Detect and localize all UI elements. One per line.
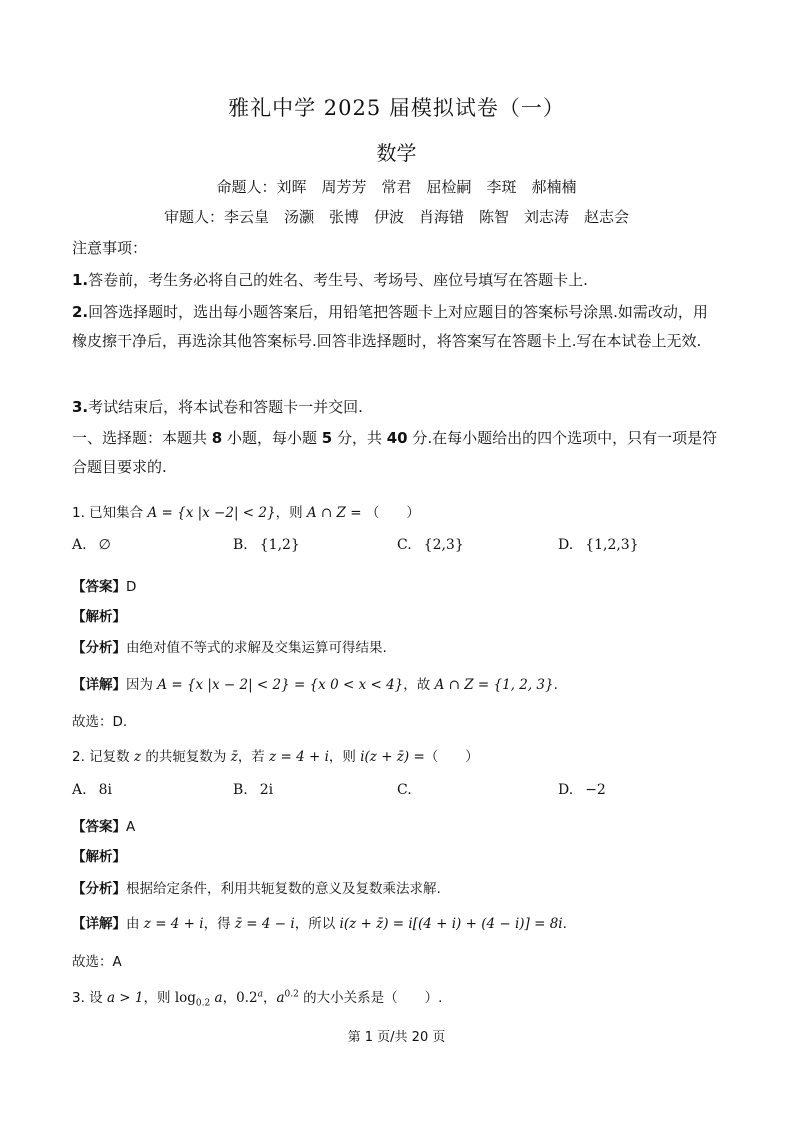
q1-option-d [558,537,639,553]
q2-option-c [397,782,424,798]
log-arg: a [210,990,223,1006]
q1-option-b [233,537,300,553]
question-2-stem [72,745,722,765]
fenxi-tag: 【分析】 [72,881,126,897]
option-label: A. [72,537,87,553]
power-base: 0.2 [236,990,258,1006]
stem-text: ，则 [275,505,307,521]
notice-item-number: 3. [72,398,89,416]
power-base: a [276,990,285,1006]
stem-text: ，则 [328,749,361,765]
q1-option-c [397,537,464,553]
notice-item-1 [72,266,722,295]
stem-text: ，则 [143,990,175,1006]
set-definition: A = {x |x −2| < 2} [147,505,276,521]
xiangjie-text: 因为 [126,677,158,693]
stem-text: 记复数 [89,749,134,765]
var-z: z [133,749,142,765]
option-label: A. [72,782,87,798]
option-label: B. [233,782,248,798]
option-label: D. [558,537,574,553]
q2-choose: 故选：A [72,954,122,970]
q2-xiangjie [72,912,722,932]
notice-item-3 [72,393,722,422]
option-value: {1,2} [259,537,300,553]
separator: ， [222,990,237,1006]
answer-value: A [126,819,136,835]
q1-option-a [72,537,111,553]
q2-fenxi [72,877,722,897]
stem-text: ，若 [237,749,270,765]
section-mid-1: 小题，每小题 [222,429,322,447]
notice-item-number: 2. [72,303,89,321]
stem-text: （ ） [424,749,479,765]
notice-heading: 注意事项： [72,239,148,257]
xiangjie-text: ，得 [203,916,235,932]
option-label: D. [558,782,574,798]
answer-tag: 【答案】 [72,579,126,595]
fenxi-tag: 【分析】 [72,640,126,656]
condition-expr: z = 4 + i [269,749,329,765]
solution-math: z̄ = 4 − i [234,916,295,932]
xiangjie-tag: 【详解】 [72,677,126,693]
each-score: 5 [321,429,333,447]
stem-text: = （ ） [345,505,420,521]
q2-analysis-tag [72,845,722,865]
question-number: 3. [72,990,90,1006]
stem-text: 的大小关系是（ ）. [298,990,443,1006]
question-count: 8 [211,429,223,447]
condition-expr: a > 1 [106,990,144,1006]
answer-value: D [126,579,137,595]
notice-item-2 [72,298,722,356]
option-label: C. [397,782,412,798]
q2-option-b [233,782,273,798]
notice-item-text: 回答选择题时，选出每小题答案后，用铅笔把答题卡上对应题目的答案标号涂黑.如需改动，用橡皮擦干净后，再选涂其他答案标号.回答非选择题时，将答案写在答题卡上.写在本试卷上无效. [72,303,708,350]
xiangjie-text: . [553,677,558,693]
xiangjie-tag: 【详解】 [72,916,126,932]
var-zbar: z̄ [230,749,238,765]
xiangjie-text: . [562,916,567,932]
power-exponent: a [257,989,263,1000]
notice-item-number: 1. [72,271,89,289]
stem-text: 的共轭复数为 [141,749,231,765]
question-1-stem [72,501,722,521]
section-1-instructions [72,424,722,482]
q2-option-d [558,782,606,798]
setters-line: 命题人：刘晖 周芳芳 常君 屈检嗣 李斑 郝楠楠 [216,178,577,196]
option-value: ∅ [98,537,111,553]
xiangjie-text: ，所以 [294,916,340,932]
section-mid-2: 分，共 [332,429,387,447]
option-label: B. [233,537,248,553]
stem-text: 设 [89,990,107,1006]
section-suffix: 分.在每小题给出的四个选项中，只有一项是符合题目要求的. [72,429,718,476]
fenxi-text: 由绝对值不等式的求解及交集运算可得结果. [126,640,387,656]
q1-choose: 故选：D. [72,714,128,730]
option-value: {2,3} [423,537,464,553]
solution-math: i(z + z̄) = i[(4 + i) + (4 − i)] = 8i [339,916,563,932]
option-value: 8i [98,782,112,798]
stem-text: 已知集合 [89,505,148,521]
separator: ， [262,990,277,1006]
page-title: 雅礼中学 2025 届模拟试卷（一） [228,96,565,120]
xiangjie-text: 由 [126,916,144,932]
option-value: −2 [585,782,606,798]
notice-item-text: 答卷前，考生务必将自己的姓名、考生号、考场号、座位号填写在答题卡上. [88,271,588,289]
option-value: {1,2,3} [585,537,639,553]
answer-tag: 【答案】 [72,819,126,835]
intersection-expr: A ∩ Z [306,505,346,521]
log-expr: log [174,990,196,1006]
question-number: 2. [72,749,90,765]
fenxi-text: 根据给定条件，利用共轭复数的意义及复数乘法求解. [126,881,441,897]
q1-answer [72,575,722,595]
q2-answer [72,815,722,835]
subject-heading: 数学 [376,141,417,165]
solution-math: A ∩ Z = {1, 2, 3} [434,677,554,693]
question-number: 1. [72,505,90,521]
reviewers-line: 审题人：李云皇 汤灏 张博 伊波 肖海错 陈智 刘志涛 赵志会 [163,208,629,226]
question-3-stem [72,986,722,1009]
solution-math: z = 4 + i [143,916,204,932]
solution-math: A = {x |x − 2| < 2} = {x 0 < x < 4} [157,677,404,693]
analysis-tag: 【解析】 [72,609,126,625]
total-score: 40 [386,429,408,447]
q1-analysis-tag [72,605,722,625]
target-expr: i(z + z̄) = [360,749,425,765]
q1-fenxi [72,636,722,656]
q1-xiangjie [72,673,722,693]
analysis-tag: 【解析】 [72,849,126,865]
notice-item-text: 考试结束后，将本试卷和答题卡一并交回. [88,398,363,416]
option-value: 2i [259,782,274,798]
page-footer: 第 1 页/共 20 页 [347,1030,446,1045]
section-prefix: 一、选择题：本题共 [72,429,212,447]
q2-option-a [72,782,112,798]
xiangjie-text: ，故 [403,677,435,693]
option-label: C. [397,537,412,553]
power-exponent: 0.2 [284,989,299,1000]
log-base: 0.2 [195,998,211,1009]
